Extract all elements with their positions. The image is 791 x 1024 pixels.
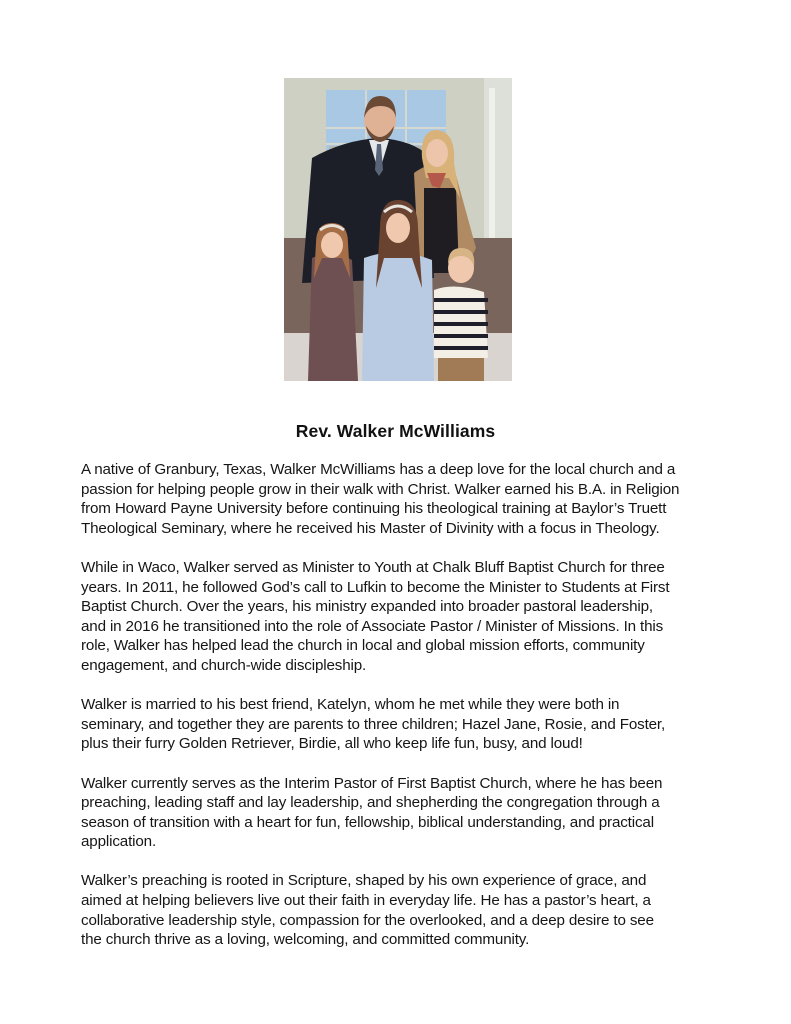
- text-line: and in 2016 he transitioned into the role of Associate Pastor / Minister of Missions. In this: [81, 617, 664, 635]
- text-line: from Howard Payne University before continuing his theological training at Baylor’s Truett: [81, 500, 667, 518]
- bio-paragraph-family: [81, 695, 721, 754]
- text-line: plus their furry Golden Retriever, Birdie, all who keep life fun, busy, and loud!: [81, 735, 583, 753]
- text-line: Walker’s preaching is rooted in Scripture, shaped by his own experience of grace, and: [81, 872, 647, 890]
- text-line: Theological Seminary, where he received his Master of Divinity with a focus in Theology.: [81, 519, 660, 537]
- text-line: Walker is married to his best friend, Katelyn, whom he met while they were both in: [81, 696, 620, 714]
- text-line: application.: [81, 833, 157, 851]
- bio-paragraph-education: [81, 460, 721, 538]
- text-line: years. In 2011, he followed God’s call to Lufkin to become the Minister to Students at First: [81, 578, 670, 596]
- biography: [81, 460, 721, 969]
- text-line: passion for helping people grow in their walk with Christ. Walker earned his B.A. in Religion: [81, 480, 680, 498]
- text-line: the church thrive as a loving, welcoming, and committed community.: [81, 931, 530, 949]
- text-line: seminary, and together they are parents to three children; Hazel Jane, Rosie, and Foster,: [81, 715, 666, 733]
- text-line: A native of Granbury, Texas, Walker McWilliams has a deep love for the local church and a: [81, 461, 676, 478]
- text-line: Baptist Church. Over the years, his ministry expanded into broader pastoral leadership,: [81, 598, 653, 616]
- text-line: preaching, leading staff and lay leadership, and shepherding the congregation through a: [81, 794, 660, 812]
- text-line: aimed at helping believers live out their faith in everyday life. He has a pastor’s heart, a: [81, 892, 651, 910]
- text-line: While in Waco, Walker served as Minister to Youth at Chalk Bluff Baptist Church for three: [81, 558, 665, 576]
- family-photo-illustration: [284, 78, 512, 381]
- text-line: season of transition with a heart for fun, fellowship, biblical understanding, and practical: [81, 813, 654, 831]
- text-line: engagement, and church-wide discipleship.: [81, 656, 367, 674]
- text-line: collaborative leadership style, compassion for the overlooked, and a deep desire to see: [81, 911, 654, 929]
- page-title: Rev. Walker McWilliams: [295, 421, 496, 441]
- text-line: role, Walker has helped lead the church in local and global mission efforts, community: [81, 637, 645, 655]
- text-line: Walker currently serves as the Interim Pastor of First Baptist Church, where he has been: [81, 774, 663, 792]
- bio-paragraph-ministry: [81, 558, 721, 676]
- bio-paragraph-preaching: [81, 871, 721, 949]
- bio-paragraph-current-role: [81, 774, 721, 852]
- family-photo: [284, 78, 512, 381]
